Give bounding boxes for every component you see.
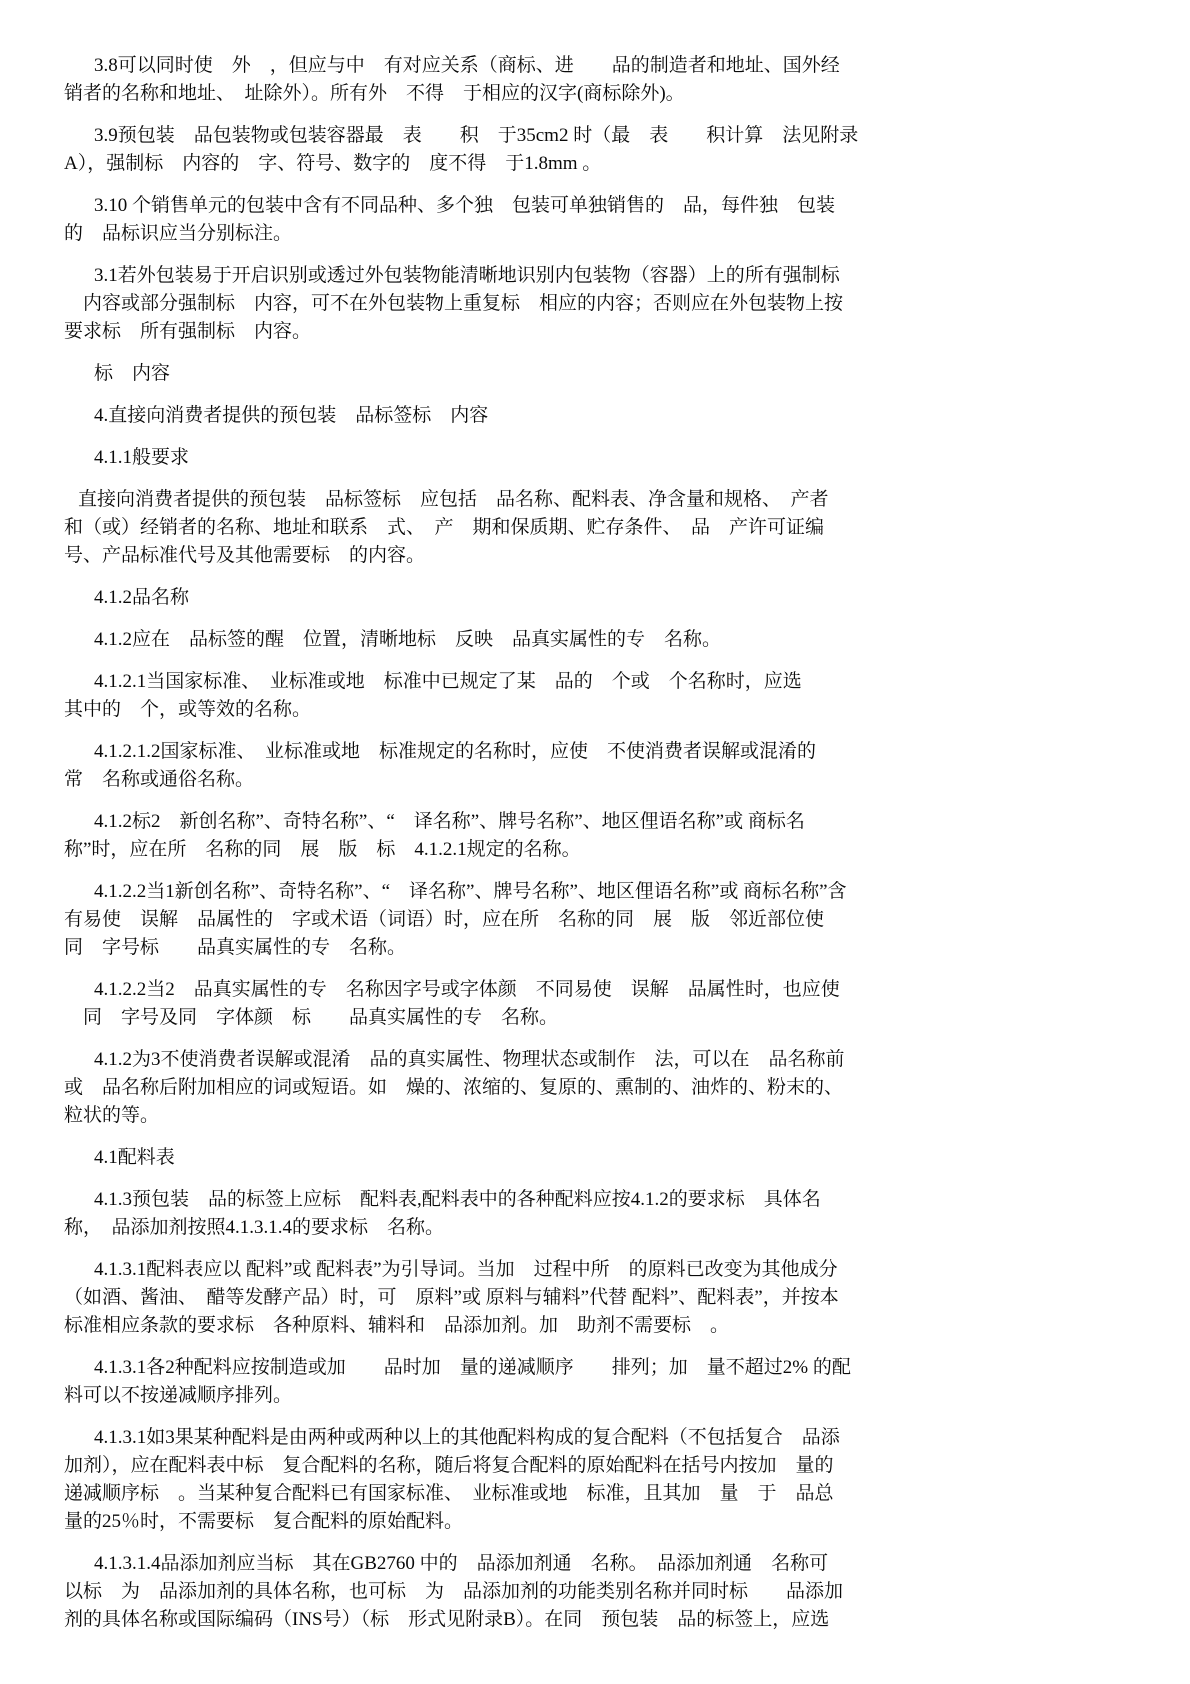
text-line: 和（或）经销者的名称、地址和联系 式、 产 期和保质期、贮存条件、 品 产许可证编	[64, 517, 825, 538]
section-heading	[64, 1144, 1140, 1172]
paragraph	[64, 976, 1140, 1032]
text-line: 递减顺序标 。当某种复合配料已有国家标准、 业标准或地 标准，且其加 量 于 品总	[64, 1483, 834, 1504]
text-line: 内容或部分强制标 内容，可不在外包装物上重复标 相应的内容；否则应在外包装物上按	[64, 293, 844, 314]
text-line: 3.8可以同时使 外 ，但应与中 有对应关系（商标、进 品的制造者和地址、国外经	[94, 55, 840, 76]
paragraph	[64, 626, 1140, 654]
text-line: 加剂），应在配料表中标 复合配料的名称，随后将复合配料的原始配料在括号内按加 量的	[64, 1455, 834, 1476]
paragraph	[64, 1354, 1140, 1410]
section-heading	[64, 584, 1140, 612]
text-line: 3.1若外包装易于开启识别或透过外包装物能清晰地识别内包装物（容器）上的所有强制标	[94, 265, 840, 286]
text-line: 4.1.3.1配料表应以 配料”或 配料表”为引导词。当加 过程中所 的原料已改变为其他成分	[94, 1259, 838, 1280]
paragraph	[64, 808, 1140, 864]
text-line: 4.1.2为3不使消费者误解或混淆 品的真实属性、物理状态或制作 法，可以在 品名称前	[94, 1049, 845, 1070]
text-line: 4.1.3.1.4品添加剂应当标 其在GB2760 中的 品添加剂通 名称。 品添加剂通 名称可	[94, 1553, 829, 1574]
text-line: 或 品名称后附加相应的词或短语。如 燥的、浓缩的、复原的、熏制的、油炸的、粉末的、	[64, 1077, 844, 1098]
text-line: 要求标 所有强制标 内容。	[64, 321, 312, 342]
text-line: 有易使 误解 品属性的 字或术语（词语）时，应在所 名称的同 展 版 邻近部位使	[64, 909, 825, 930]
text-line: 同 字号标 品真实属性的专 名称。	[64, 937, 407, 958]
section-heading	[64, 360, 1140, 388]
paragraph	[64, 122, 1140, 178]
text-line: 4.1.2.1当国家标准、 业标准或地 标准中已规定了某 品的 个或 个名称时，应选	[94, 671, 802, 692]
paragraph	[64, 486, 1140, 570]
text-line: 4.1.2应在 品标签的醒 位置，清晰地标 反映 品真实属性的专 名称。	[94, 629, 722, 650]
text-line: 粒状的等。	[64, 1105, 160, 1126]
text-line: 常 名称或通俗名称。	[64, 769, 255, 790]
section-heading	[64, 444, 1140, 472]
text-line: 以标 为 品添加剂的具体名称，也可标 为 品添加剂的功能类别名称并同时标 品添加	[64, 1581, 844, 1602]
text-line: 4.1.2标2 新创名称”、奇特名称”、“ 译名称”、牌号名称”、地区俚语名称”或 商标名	[94, 811, 805, 832]
text-line: 其中的 个，或等效的名称。	[64, 699, 312, 720]
text-line: 4.1.3预包装 品的标签上应标 配料表,配料表中的各种配料应按4.1.2的要求标 具体名	[94, 1189, 821, 1210]
text-line: 4.1.2.1.2国家标准、 业标准或地 标准规定的名称时，应使 不使消费者误解或混淆的	[94, 741, 817, 762]
text-line: 标 内容	[94, 363, 171, 384]
paragraph	[64, 192, 1140, 248]
text-line: 直接向消费者提供的预包装 品标签标 应包括 品名称、配料表、净含量和规格、 产者	[78, 489, 829, 510]
text-line: 量的25％时，不需要标 复合配料的原始配料。	[64, 1511, 464, 1532]
paragraph	[64, 1550, 1140, 1634]
text-line: 号、产品标准代号及其他需要标 的内容。	[64, 545, 426, 566]
text-line: 4.1.3.1各2种配料应按制造或加 品时加 量的递减顺序 排列；加 量不超过2% 的配	[94, 1357, 851, 1378]
text-line: 的 品标识应当分别标注。	[64, 223, 293, 244]
text-line: 4.直接向消费者提供的预包装 品标签标 内容	[94, 405, 489, 426]
paragraph	[64, 668, 1140, 724]
text-line: 4.1.2.2当1新创名称”、奇特名称”、“ 译名称”、牌号名称”、地区俚语名称”或 商标名称”含	[94, 881, 847, 902]
text-line: （如酒、酱油、 醋等发酵产品）时，可 原料”或 原料与辅料”代替 配料”、配料表”，并按本	[64, 1287, 839, 1308]
text-line: 料可以不按递减顺序排列。	[64, 1385, 293, 1406]
paragraph	[64, 1046, 1140, 1130]
text-line: 4.1.2.2当2 品真实属性的专 名称因字号或字体颜 不同易使 误解 品属性时，也应使	[94, 979, 840, 1000]
text-line: A），强制标 内容的 字、符号、数字的 度不得 于1.8mm 。	[64, 153, 602, 174]
paragraph	[64, 52, 1140, 108]
text-line: 4.1配料表	[94, 1147, 175, 1168]
paragraph	[64, 878, 1140, 962]
text-line: 3.9预包装 品包装物或包装容器最 表 积 于35cm2 时（最 表 积计算 法见附录	[94, 125, 859, 146]
text-line: 4.1.3.1如3果某种配料是由两种或两种以上的其他配料构成的复合配料（不包括复合 品添	[94, 1427, 840, 1448]
text-line: 销者的名称和地址、 址除外）。所有外 不得 于相应的汉字(商标除外)。	[64, 83, 685, 104]
text-line: 剂的具体名称或国际编码（INS号）（标 形式见附录B）。在同 预包装 品的标签上，应选	[64, 1609, 830, 1630]
text-line: 3.10 个销售单元的包装中含有不同品种、多个独 包装可单独销售的 品，每件独 包装	[94, 195, 836, 216]
text-line: 4.1.2品名称	[94, 587, 190, 608]
paragraph	[64, 1424, 1140, 1536]
paragraph	[64, 738, 1140, 794]
text-line: 称”时，应在所 名称的同 展 版 标 4.1.2.1规定的名称。	[64, 839, 581, 860]
text-line: 4.1.1般要求	[94, 447, 190, 468]
paragraph	[64, 1186, 1140, 1242]
text-line: 称， 品添加剂按照4.1.3.1.4的要求标 名称。	[64, 1217, 445, 1238]
section-heading	[64, 402, 1140, 430]
paragraph	[64, 1256, 1140, 1340]
paragraph	[64, 262, 1140, 346]
text-line: 同 字号及同 字体颜 标 品真实属性的专 名称。	[64, 1007, 559, 1028]
text-line: 标准相应条款的要求标 各种原料、辅料和 品添加剂。加 助剂不需要标 。	[64, 1315, 730, 1336]
